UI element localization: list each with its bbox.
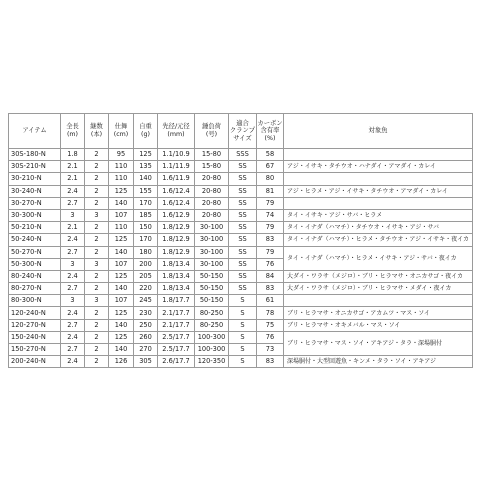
table-row bbox=[9, 197, 473, 209]
cell-clamp-size: SSS bbox=[229, 149, 257, 161]
cell-item: 50-240-N bbox=[9, 234, 61, 246]
cell-tip-butt-diameter: 1.6/12.4 bbox=[158, 185, 195, 197]
cell-tip-butt-diameter: 2.5/17.7 bbox=[158, 344, 195, 356]
cell-length: 3 bbox=[61, 295, 85, 307]
cell-length: 2.7 bbox=[61, 283, 85, 295]
cell-closed-length: 110 bbox=[109, 222, 134, 234]
table-row bbox=[9, 209, 473, 221]
cell-item: 80-270-N bbox=[9, 283, 61, 295]
cell-tip-butt-diameter: 1.8/13.4 bbox=[158, 270, 195, 282]
cell-closed-length: 140 bbox=[109, 319, 134, 331]
table-row bbox=[9, 222, 473, 234]
cell-length: 2.1 bbox=[61, 161, 85, 173]
col-header-line: 継数 bbox=[90, 123, 103, 131]
cell-target-fish: 大ダイ・ワラサ（メジロ）・ブリ・ヒラマサ・オニカサゴ・夜イカ bbox=[284, 270, 473, 282]
cell-clamp-size: SS bbox=[229, 258, 257, 270]
cell-length: 3 bbox=[61, 258, 85, 270]
cell-target-fish: タイ・イナダ（ハマチ）・ヒラメ・イサキ・アジ・サバ・夜イカ bbox=[284, 246, 473, 270]
col-header-carbon-content bbox=[257, 114, 284, 149]
cell-item: 120-240-N bbox=[9, 307, 61, 319]
cell-carbon-content: 80 bbox=[257, 173, 284, 185]
cell-clamp-size: SS bbox=[229, 185, 257, 197]
cell-length: 2.7 bbox=[61, 319, 85, 331]
cell-sinker-load: 100-300 bbox=[195, 331, 229, 343]
table-row bbox=[9, 161, 473, 173]
col-header-line: (g) bbox=[141, 131, 150, 138]
table-row bbox=[9, 307, 473, 319]
cell-weight: 260 bbox=[134, 331, 158, 343]
cell-item: 120-270-N bbox=[9, 319, 61, 331]
cell-length: 1.8 bbox=[61, 149, 85, 161]
col-header-line: カーボン bbox=[257, 119, 283, 127]
cell-sinker-load: 20-80 bbox=[195, 185, 229, 197]
cell-clamp-size: S bbox=[229, 356, 257, 368]
cell-pieces: 2 bbox=[85, 356, 109, 368]
cell-tip-butt-diameter: 1.8/17.7 bbox=[158, 295, 195, 307]
cell-tip-butt-diameter: 1.6/12.4 bbox=[158, 197, 195, 209]
cell-weight: 155 bbox=[134, 185, 158, 197]
cell-weight: 220 bbox=[134, 283, 158, 295]
table-row bbox=[9, 246, 473, 258]
col-header-line: 対象魚 bbox=[368, 127, 388, 135]
cell-tip-butt-diameter: 2.5/17.7 bbox=[158, 331, 195, 343]
cell-length: 2.4 bbox=[61, 331, 85, 343]
cell-weight: 135 bbox=[134, 161, 158, 173]
cell-tip-butt-diameter: 1.8/12.9 bbox=[158, 222, 195, 234]
cell-target-fish: タイ・イナダ（ハマチ）・ヒラメ・タチウオ・アジ・イサキ・夜イカ bbox=[284, 234, 473, 246]
cell-item: 30-210-N bbox=[9, 173, 61, 185]
cell-closed-length: 125 bbox=[109, 331, 134, 343]
cell-tip-butt-diameter: 1.1/11.9 bbox=[158, 161, 195, 173]
col-header-weight bbox=[134, 114, 158, 149]
cell-tip-butt-diameter: 2.1/17.7 bbox=[158, 307, 195, 319]
cell-carbon-content: 81 bbox=[257, 185, 284, 197]
cell-length: 2.4 bbox=[61, 185, 85, 197]
cell-carbon-content: 84 bbox=[257, 270, 284, 282]
header-row bbox=[9, 114, 473, 149]
cell-clamp-size: S bbox=[229, 331, 257, 343]
col-header-item bbox=[9, 114, 61, 149]
cell-closed-length: 125 bbox=[109, 185, 134, 197]
cell-pieces: 3 bbox=[85, 209, 109, 221]
cell-weight: 170 bbox=[134, 234, 158, 246]
cell-clamp-size: S bbox=[229, 344, 257, 356]
cell-length: 2.7 bbox=[61, 344, 85, 356]
col-header-length bbox=[61, 114, 85, 149]
cell-item: 80-240-N bbox=[9, 270, 61, 282]
table-row bbox=[9, 283, 473, 295]
table-row bbox=[9, 356, 473, 368]
cell-target-fish: アジ・イサキ・タチウオ・ハナダイ・アマダイ・カレイ bbox=[284, 161, 473, 173]
cell-item: 50-270-N bbox=[9, 246, 61, 258]
cell-weight: 150 bbox=[134, 222, 158, 234]
col-header-line: 適合 bbox=[236, 119, 249, 127]
col-header-line: (m) bbox=[66, 131, 79, 138]
cell-closed-length: 125 bbox=[109, 307, 134, 319]
cell-pieces: 2 bbox=[85, 161, 109, 173]
cell-weight: 305 bbox=[134, 356, 158, 368]
cell-closed-length: 140 bbox=[109, 246, 134, 258]
table-row bbox=[9, 234, 473, 246]
col-header-line: 全長 bbox=[66, 123, 79, 131]
col-header-sinker-load bbox=[195, 114, 229, 149]
table-row bbox=[9, 319, 473, 331]
cell-target-fish: ブリ・ヒラマサ・マス・ソイ・アキアジ・タラ・深場胴付 bbox=[284, 331, 473, 355]
cell-closed-length: 126 bbox=[109, 356, 134, 368]
col-header-line: アイテム bbox=[22, 127, 47, 135]
cell-sinker-load: 30-100 bbox=[195, 258, 229, 270]
cell-weight: 250 bbox=[134, 319, 158, 331]
cell-closed-length: 140 bbox=[109, 283, 134, 295]
cell-item: 150-240-N bbox=[9, 331, 61, 343]
cell-target-fish: 深場胴付・大型回遊魚・キンメ・タラ・ソイ・アキアジ bbox=[284, 356, 473, 368]
cell-target-fish bbox=[284, 149, 473, 161]
cell-weight: 270 bbox=[134, 344, 158, 356]
cell-clamp-size: SS bbox=[229, 209, 257, 221]
cell-tip-butt-diameter: 1.8/12.9 bbox=[158, 234, 195, 246]
cell-tip-butt-diameter: 1.6/11.9 bbox=[158, 173, 195, 185]
cell-sinker-load: 30-100 bbox=[195, 246, 229, 258]
col-header-line: (号) bbox=[205, 131, 218, 138]
cell-sinker-load: 50-150 bbox=[195, 295, 229, 307]
cell-pieces: 2 bbox=[85, 270, 109, 282]
cell-pieces: 2 bbox=[85, 185, 109, 197]
cell-closed-length: 125 bbox=[109, 234, 134, 246]
col-header-line: 自重 bbox=[139, 123, 152, 131]
cell-weight: 230 bbox=[134, 307, 158, 319]
table-row bbox=[9, 185, 473, 197]
table-row bbox=[9, 149, 473, 161]
cell-item: 50-300-N bbox=[9, 258, 61, 270]
cell-weight: 245 bbox=[134, 295, 158, 307]
cell-closed-length: 110 bbox=[109, 173, 134, 185]
cell-tip-butt-diameter: 2.1/17.7 bbox=[158, 319, 195, 331]
cell-closed-length: 140 bbox=[109, 344, 134, 356]
cell-pieces: 2 bbox=[85, 307, 109, 319]
cell-tip-butt-diameter: 1.8/12.9 bbox=[158, 246, 195, 258]
cell-length: 2.1 bbox=[61, 173, 85, 185]
cell-pieces: 3 bbox=[85, 258, 109, 270]
cell-target-fish bbox=[284, 295, 473, 307]
col-header-tip-butt-diameter bbox=[158, 114, 195, 149]
cell-weight: 205 bbox=[134, 270, 158, 282]
cell-weight: 185 bbox=[134, 209, 158, 221]
cell-sinker-load: 100-300 bbox=[195, 344, 229, 356]
col-header-target-fish bbox=[284, 114, 473, 149]
cell-length: 2.7 bbox=[61, 246, 85, 258]
cell-length: 3 bbox=[61, 209, 85, 221]
cell-carbon-content: 83 bbox=[257, 234, 284, 246]
spec-table bbox=[8, 113, 473, 368]
col-header-line: 錘負荷 bbox=[202, 123, 221, 131]
cell-item: 30-240-N bbox=[9, 185, 61, 197]
cell-length: 2.4 bbox=[61, 356, 85, 368]
cell-tip-butt-diameter: 1.6/12.9 bbox=[158, 209, 195, 221]
cell-pieces: 2 bbox=[85, 283, 109, 295]
cell-sinker-load: 30-100 bbox=[195, 222, 229, 234]
cell-sinker-load: 20-80 bbox=[195, 197, 229, 209]
cell-weight: 200 bbox=[134, 258, 158, 270]
cell-item: 50-210-N bbox=[9, 222, 61, 234]
col-header-line: (%) bbox=[264, 134, 276, 142]
cell-carbon-content: 74 bbox=[257, 209, 284, 221]
cell-weight: 170 bbox=[134, 197, 158, 209]
cell-length: 2.7 bbox=[61, 197, 85, 209]
cell-carbon-content: 76 bbox=[257, 258, 284, 270]
cell-sinker-load: 20-80 bbox=[195, 209, 229, 221]
cell-tip-butt-diameter: 2.6/17.7 bbox=[158, 356, 195, 368]
cell-pieces: 2 bbox=[85, 234, 109, 246]
cell-sinker-load: 30-100 bbox=[195, 234, 229, 246]
col-header-line: (本) bbox=[90, 131, 103, 138]
cell-clamp-size: SS bbox=[229, 283, 257, 295]
cell-closed-length: 107 bbox=[109, 209, 134, 221]
table-row bbox=[9, 270, 473, 282]
cell-carbon-content: 67 bbox=[257, 161, 284, 173]
table-row bbox=[9, 331, 473, 343]
cell-length: 2.4 bbox=[61, 270, 85, 282]
cell-carbon-content: 78 bbox=[257, 307, 284, 319]
cell-sinker-load: 15-80 bbox=[195, 161, 229, 173]
cell-sinker-load: 80-250 bbox=[195, 319, 229, 331]
cell-sinker-load: 80-250 bbox=[195, 307, 229, 319]
cell-sinker-load: 15-80 bbox=[195, 149, 229, 161]
cell-target-fish bbox=[284, 197, 473, 209]
cell-sinker-load: 50-150 bbox=[195, 283, 229, 295]
col-header-line: サイズ bbox=[233, 134, 252, 142]
cell-sinker-load: 20-80 bbox=[195, 173, 229, 185]
cell-carbon-content: 83 bbox=[257, 356, 284, 368]
cell-clamp-size: SS bbox=[229, 173, 257, 185]
cell-weight: 180 bbox=[134, 246, 158, 258]
col-header-pieces bbox=[85, 114, 109, 149]
cell-sinker-load: 120-350 bbox=[195, 356, 229, 368]
cell-closed-length: 107 bbox=[109, 295, 134, 307]
cell-item: 30-270-N bbox=[9, 197, 61, 209]
cell-pieces: 2 bbox=[85, 197, 109, 209]
cell-target-fish: タイ・イナダ（ハマチ）・タチウオ・イサキ・アジ・サバ bbox=[284, 222, 473, 234]
cell-target-fish: 大ダイ・ワラサ（メジロ）・ブリ・ヒラマサ・メダイ・夜イカ bbox=[284, 283, 473, 295]
cell-carbon-content: 79 bbox=[257, 246, 284, 258]
cell-length: 2.4 bbox=[61, 307, 85, 319]
col-header-line: 先径/元径 bbox=[162, 123, 190, 131]
cell-carbon-content: 75 bbox=[257, 319, 284, 331]
cell-clamp-size: SS bbox=[229, 234, 257, 246]
col-header-line: (cm) bbox=[113, 131, 129, 138]
cell-clamp-size: SS bbox=[229, 246, 257, 258]
cell-carbon-content: 79 bbox=[257, 222, 284, 234]
cell-carbon-content: 76 bbox=[257, 331, 284, 343]
cell-closed-length: 95 bbox=[109, 149, 134, 161]
cell-clamp-size: SS bbox=[229, 270, 257, 282]
cell-item: 200-240-N bbox=[9, 356, 61, 368]
cell-target-fish: タイ・イサキ・アジ・サバ・ヒラメ bbox=[284, 209, 473, 221]
cell-item: 150-270-N bbox=[9, 344, 61, 356]
cell-pieces: 2 bbox=[85, 173, 109, 185]
cell-tip-butt-diameter: 1.8/13.4 bbox=[158, 283, 195, 295]
col-header-line: クランプ bbox=[229, 127, 256, 135]
col-header-line: 含有率 bbox=[260, 127, 280, 135]
spec-table-container bbox=[8, 113, 472, 368]
col-header-line: 仕舞 bbox=[114, 123, 128, 131]
cell-closed-length: 125 bbox=[109, 270, 134, 282]
cell-carbon-content: 83 bbox=[257, 283, 284, 295]
table-body bbox=[9, 149, 473, 368]
cell-clamp-size: SS bbox=[229, 161, 257, 173]
cell-clamp-size: SS bbox=[229, 197, 257, 209]
cell-sinker-load: 50-150 bbox=[195, 270, 229, 282]
cell-pieces: 2 bbox=[85, 331, 109, 343]
cell-pieces: 2 bbox=[85, 319, 109, 331]
cell-closed-length: 140 bbox=[109, 197, 134, 209]
cell-closed-length: 107 bbox=[109, 258, 134, 270]
cell-pieces: 2 bbox=[85, 149, 109, 161]
cell-carbon-content: 79 bbox=[257, 197, 284, 209]
cell-clamp-size: S bbox=[229, 307, 257, 319]
cell-target-fish: ブリ・ヒラマサ・オニカサゴ・アカムツ・マス・ソイ bbox=[284, 307, 473, 319]
col-header-clamp-size bbox=[229, 114, 257, 149]
cell-weight: 125 bbox=[134, 149, 158, 161]
cell-pieces: 2 bbox=[85, 222, 109, 234]
cell-weight: 140 bbox=[134, 173, 158, 185]
cell-clamp-size: SS bbox=[229, 222, 257, 234]
cell-target-fish: ブリ・ヒラマサ・オキメバル・マス・ソイ bbox=[284, 319, 473, 331]
cell-item: 30S-180-N bbox=[9, 149, 61, 161]
cell-carbon-content: 61 bbox=[257, 295, 284, 307]
cell-target-fish bbox=[284, 173, 473, 185]
cell-item: 80-300-N bbox=[9, 295, 61, 307]
cell-item: 30-300-N bbox=[9, 209, 61, 221]
cell-clamp-size: S bbox=[229, 295, 257, 307]
cell-carbon-content: 58 bbox=[257, 149, 284, 161]
table-row bbox=[9, 173, 473, 185]
cell-length: 2.4 bbox=[61, 234, 85, 246]
cell-tip-butt-diameter: 1.8/13.4 bbox=[158, 258, 195, 270]
table-row bbox=[9, 295, 473, 307]
cell-length: 2.1 bbox=[61, 222, 85, 234]
cell-pieces: 2 bbox=[85, 246, 109, 258]
cell-tip-butt-diameter: 1.1/10.9 bbox=[158, 149, 195, 161]
col-header-line: (mm) bbox=[167, 131, 185, 138]
cell-carbon-content: 73 bbox=[257, 344, 284, 356]
cell-pieces: 2 bbox=[85, 344, 109, 356]
cell-pieces: 3 bbox=[85, 295, 109, 307]
cell-clamp-size: S bbox=[229, 319, 257, 331]
col-header-closed-length bbox=[109, 114, 134, 149]
cell-item: 30S-210-N bbox=[9, 161, 61, 173]
cell-target-fish: アジ・ヒラメ・アジ・イサキ・タチウオ・アマダイ・カレイ bbox=[284, 185, 473, 197]
cell-closed-length: 110 bbox=[109, 161, 134, 173]
